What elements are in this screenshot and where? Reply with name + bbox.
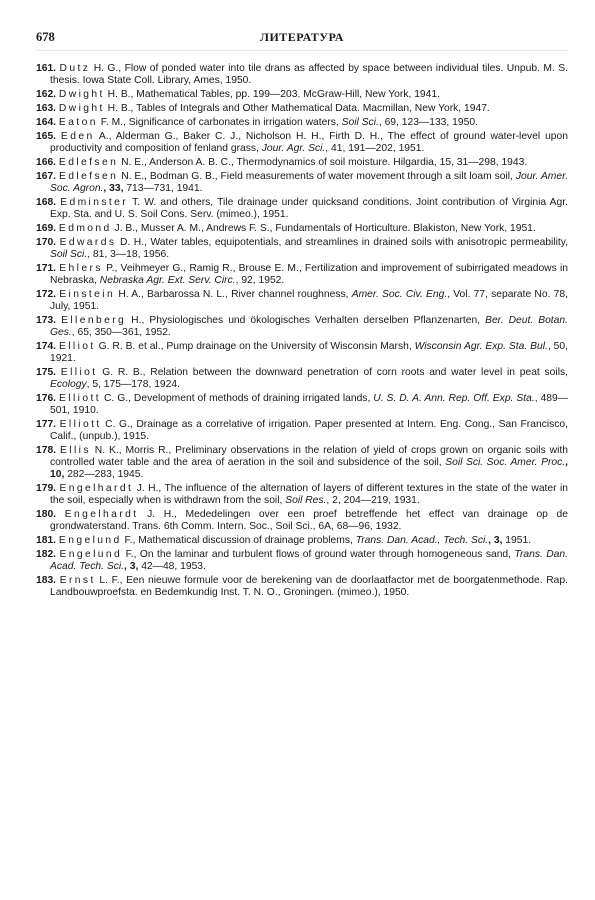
reference-author: Engelund	[59, 549, 123, 560]
reference-journal: Trans. Dan. Acad. Tech. Sci.	[50, 549, 568, 572]
reference-number: 168.	[36, 197, 57, 208]
reference-text: F., Mathematical discussion of drainage problems,	[121, 535, 356, 546]
reference-number: 161.	[36, 63, 57, 74]
reference-author: Engelhardt	[64, 509, 139, 520]
reference-tail: , 69, 123—133, 1950.	[378, 117, 478, 128]
reference-tail: , 2, 204—219, 1931.	[326, 495, 420, 506]
running-head: ЛИТЕРАТУРА	[260, 30, 344, 44]
reference-tail: , 92, 1952.	[235, 275, 285, 286]
reference-tail: , 489—501, 1910.	[50, 393, 568, 416]
reference-entry	[36, 483, 568, 507]
reference-entry	[36, 263, 568, 287]
reference-journal: Amer. Soc. Civ. Eng.	[351, 289, 448, 300]
reference-author: Edlefsen	[58, 157, 119, 168]
reference-text: H., Physiologisches und ökologisches Verhalten derselben Pflanzenarten,	[126, 315, 486, 326]
reference-tail: , 65, 350—361, 1952.	[71, 327, 171, 338]
page-number: 678	[36, 30, 55, 44]
reference-entry	[36, 223, 568, 235]
reference-author: Elliot	[58, 341, 96, 352]
reference-volume: , 33,	[103, 183, 124, 194]
reference-author: Eaton	[58, 117, 98, 128]
reference-number: 173.	[36, 315, 57, 326]
page-header	[36, 30, 568, 51]
reference-author: Elliott	[59, 419, 102, 430]
reference-text: C. G., Drainage as a correlative of irrigation. Paper presented at Intern. Eng. Cong., San Francisco, Calif., (unpub.), 1915.	[50, 419, 568, 442]
reference-journal: Jour. Agr. Sci.	[261, 143, 326, 154]
reference-text: L. F., Een nieuwe formule voor de berekening van de doorlaatfactor met de boorgatenmethode. Rap. Landbouwproefsta. en Bedemkundig Inst. T. N. O., Groningen. (mimeo.), 1950.	[50, 575, 568, 598]
reference-journal: Nebraska Agr. Ext. Serv. Circ.	[99, 275, 236, 286]
reference-number: 169.	[36, 223, 57, 234]
reference-author: Einstein	[59, 289, 116, 300]
reference-number: 165.	[36, 131, 57, 142]
reference-text: A., Alderman G., Baker C. J., Nicholson H. H., Firth D. H., The effect of ground water-level upon productivity and composition of fenland grass,	[50, 131, 568, 154]
reference-tail: 282—283, 1945.	[64, 469, 144, 480]
reference-author: Elliot	[60, 367, 98, 378]
reference-entry	[36, 575, 568, 599]
reference-author: Dwight	[58, 103, 105, 114]
reference-entry	[36, 171, 568, 195]
reference-author: Engelhardt	[59, 483, 134, 494]
reference-author: Edmond	[58, 223, 112, 234]
reference-text: T. W. and others, Tile drainage under quicksand conditions. Joint contribution of Virginia Agr. Exp. Sta. and U. S. Soil Cons. Serv. (mimeo.), 1951.	[50, 197, 568, 220]
reference-number: 171.	[36, 263, 57, 274]
reference-journal: Wisconsin Agr. Exp. Sta. Bul.	[414, 341, 548, 352]
reference-entry	[36, 237, 568, 261]
reference-journal: Jour. Amer. Soc. Agron.	[50, 171, 568, 194]
reference-number: 163.	[36, 103, 57, 114]
reference-author: Engelund	[58, 535, 122, 546]
reference-author: Ernst	[59, 575, 96, 586]
reference-entry	[36, 103, 568, 115]
reference-text: N. E., Bodman G. B., Field measurements of water movement through a silt loam soil,	[118, 171, 516, 182]
reference-tail: , 5, 175—178, 1924.	[86, 379, 180, 390]
reference-tail: , 50, 1921.	[50, 341, 568, 364]
reference-entry	[36, 157, 568, 169]
reference-text: F. M., Significance of carbonates in irrigation waters,	[97, 117, 342, 128]
reference-text: P., Veihmeyer G., Ramig R., Brouse E. M., Fertilization and improvement of subirrigated meadows in Nebraska,	[50, 263, 568, 286]
reference-entry	[36, 549, 568, 573]
reference-volume: , 3,	[488, 535, 503, 546]
reference-entry	[36, 509, 568, 533]
reference-volume: , 3,	[124, 561, 139, 572]
reference-number: 167.	[36, 171, 57, 182]
reference-number: 174.	[36, 341, 57, 352]
reference-text: H. B., Mathematical Tables, pp. 199—203. McGraw-Hill, New York, 1941.	[104, 89, 440, 100]
reference-text: J. H., Mededelingen over een proef betreffende het effect van drainage op de grondwaterstand. Trans. 6th Comm. Intern. Soc., Soil Sci., 6A, 68—96, 1932.	[50, 509, 568, 532]
reference-text: N. E., Anderson A. B. C., Thermodynamics of soil moisture. Hilgardia, 15, 31—298, 1943.	[118, 157, 528, 168]
reference-author: Edlefsen	[58, 171, 119, 182]
reference-author: Eden	[60, 131, 95, 142]
reference-number: 166.	[36, 157, 57, 168]
reference-author: Dutz	[59, 63, 91, 74]
reference-number: 176.	[36, 393, 57, 404]
reference-volume: , 10,	[50, 457, 568, 480]
reference-entry	[36, 535, 568, 547]
reference-journal: Soil Res.	[285, 495, 327, 506]
reference-author: Elliott	[59, 393, 101, 404]
reference-number: 172.	[36, 289, 57, 300]
reference-number: 164.	[36, 117, 57, 128]
reference-number: 183.	[36, 575, 57, 586]
reference-entry	[36, 445, 568, 481]
reference-text: H. G., Flow of ponded water into tile drans as affected by space between individual tiles. Unpub. M. S. thesis. Iowa State Coll. Library, Ames, 1950.	[50, 63, 568, 86]
reference-tail: 1951.	[502, 535, 532, 546]
reference-text: N. K., Morris R., Preliminary observations in the relation of yield of crops grown on organic soils with controlled water table and the area of aeration in the soil and subsidence of the soil,	[50, 445, 568, 468]
reference-journal: Ber. Deut. Botan. Ges.	[50, 315, 568, 338]
reference-journal: Trans. Dan. Acad., Tech. Sci.	[355, 535, 489, 546]
reference-entry	[36, 393, 568, 417]
reference-number: 162.	[36, 89, 57, 100]
reference-text: G. R. B. et al., Pump drainage on the University of Wisconsin Marsh,	[95, 341, 415, 352]
reference-number: 180.	[36, 509, 57, 520]
reference-text: J. H., The influence of the alternation of layers of different textures in the state of the water in the soil, especially when is withdrawn from the soil,	[50, 483, 568, 506]
reference-text: H. B., Tables of Integrals and Other Mathematical Data. Macmillan, New York, 1947.	[104, 103, 490, 114]
reference-entry	[36, 63, 568, 87]
reference-text: C. G., Development of methods of draining irrigated lands,	[101, 393, 374, 404]
reference-tail: 713—731, 1941.	[123, 183, 203, 194]
reference-entry	[36, 367, 568, 391]
reference-entry	[36, 289, 568, 313]
reference-journal: Soil Sci.	[341, 117, 379, 128]
reference-tail: , Vol. 77, separate No. 78, July, 1951.	[50, 289, 568, 312]
reference-number: 179.	[36, 483, 57, 494]
reference-journal: Soil Sci. Soc. Amer. Proc.	[445, 457, 566, 468]
reference-author: Dwight	[58, 89, 105, 100]
reference-journal: Soil Sci.	[50, 249, 88, 260]
reference-text: F., On the laminar and turbulent flows of ground water through homogeneous sand,	[122, 549, 515, 560]
reference-entry	[36, 197, 568, 221]
reference-tail: , 41, 191—202, 1951.	[325, 143, 425, 154]
reference-author: Edminster	[60, 197, 129, 208]
reference-text: H. A., Barbarossa N. L., River channel roughness,	[115, 289, 352, 300]
reference-number: 182.	[36, 549, 57, 560]
reference-tail: 42—48, 1953.	[138, 561, 206, 572]
reference-author: Ehlers	[59, 263, 103, 274]
reference-entry	[36, 315, 568, 339]
reference-entry	[36, 89, 568, 101]
reference-text: G. R. B., Relation between the downward penetration of corn roots and water level in peat soils,	[97, 367, 568, 378]
reference-text: J. B., Musser A. M., Andrews F. S., Fundamentals of Horticulture. Blakiston, New York, 1951.	[111, 223, 536, 234]
reference-author: Ellis	[59, 445, 91, 456]
reference-tail: , 81, 3—18, 1956.	[87, 249, 170, 260]
reference-journal: Ecology	[50, 379, 87, 390]
reference-text: D. H., Water tables, equipotentials, and streamlines in drained soils with anisotropic permeability,	[116, 237, 568, 248]
reference-list	[36, 63, 568, 599]
reference-number: 181.	[36, 535, 57, 546]
reference-number: 170.	[36, 237, 57, 248]
reference-author: Edwards	[59, 237, 117, 248]
reference-author: Ellenberg	[61, 315, 127, 326]
page	[36, 30, 568, 601]
reference-journal: U. S. D. A. Ann. Rep. Off. Exp. Sta.	[373, 393, 535, 404]
reference-number: 177.	[36, 419, 57, 430]
reference-entry	[36, 341, 568, 365]
reference-number: 178.	[36, 445, 57, 456]
reference-number: 175.	[36, 367, 57, 378]
reference-entry	[36, 131, 568, 155]
reference-entry	[36, 117, 568, 129]
reference-entry	[36, 419, 568, 443]
